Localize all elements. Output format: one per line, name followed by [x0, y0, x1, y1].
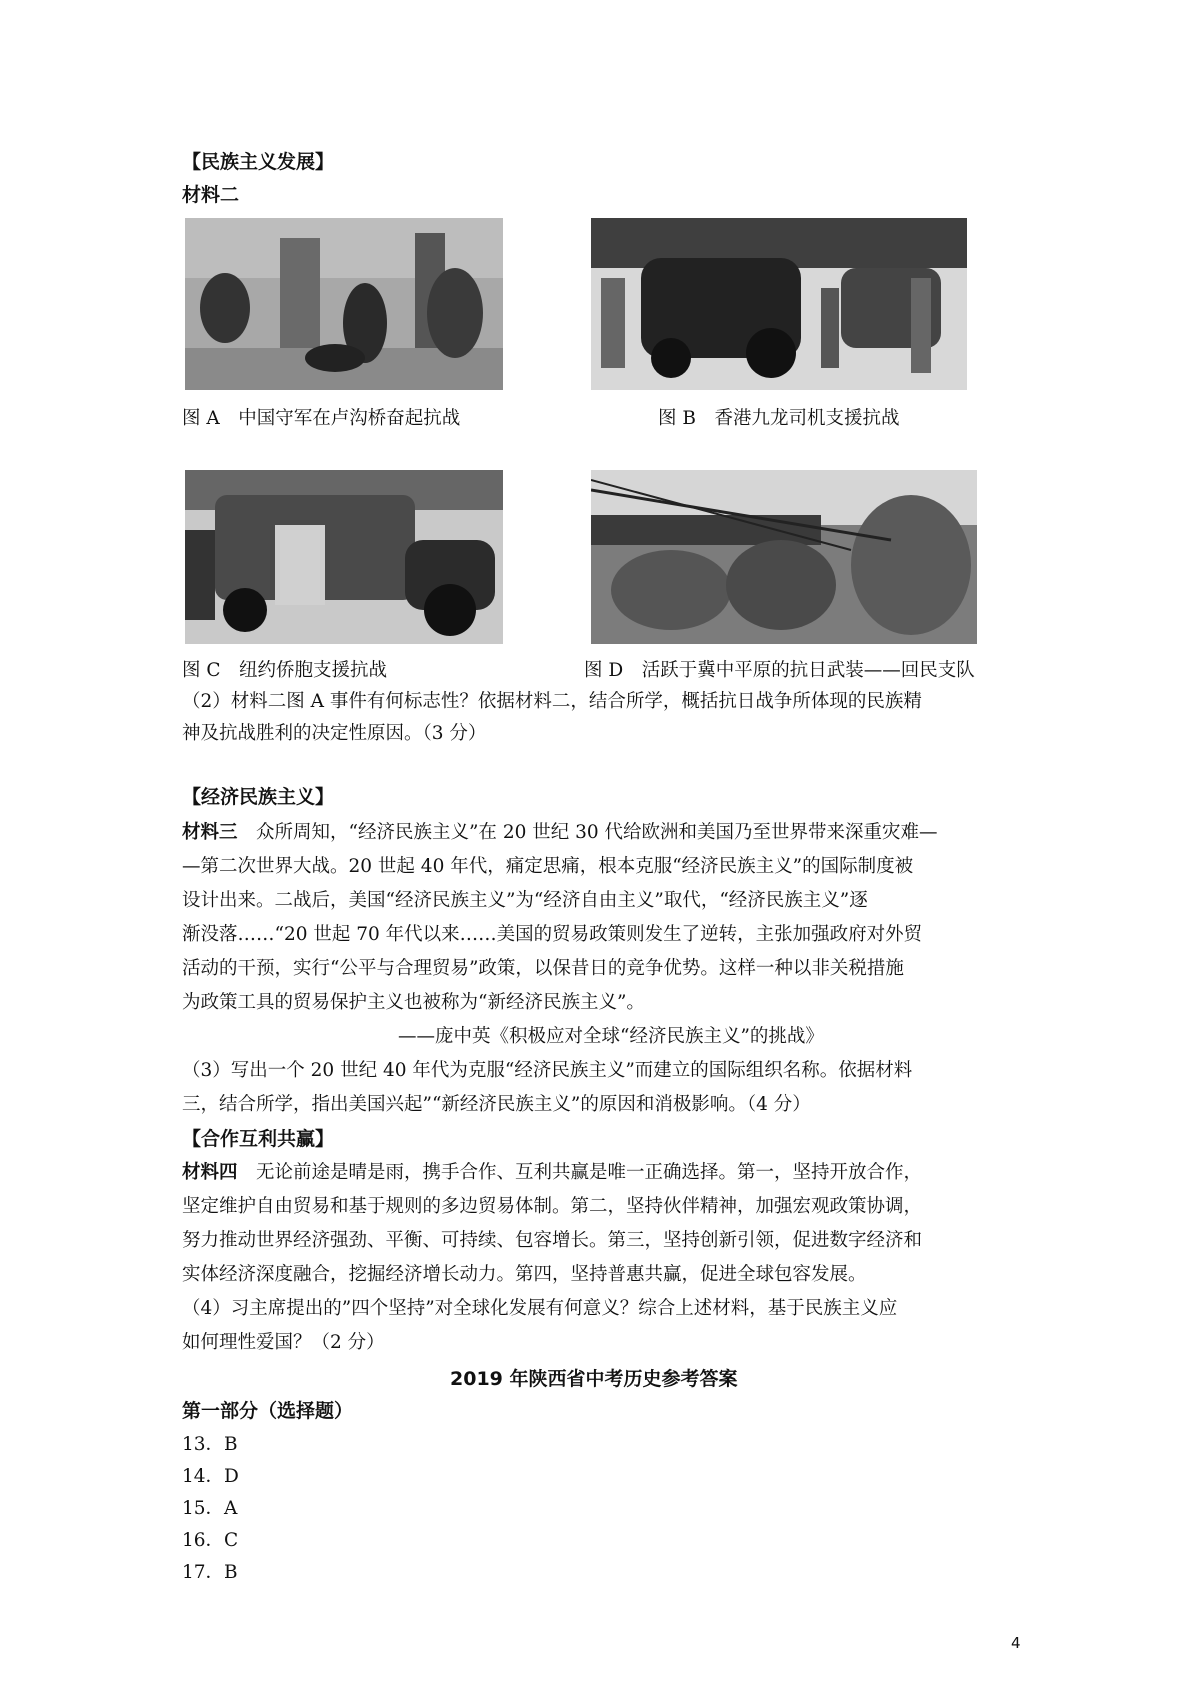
answers-part-1: 第一部分（选择题） — [182, 1400, 354, 1422]
section-heading-economic-nationalism: 【经济民族主义】 — [182, 786, 335, 808]
material-3-line-5: 活动的干预，实行“公平与合理贸易”政策，以保昔日的竞争优势。这样一种以非关税措施 — [182, 958, 904, 979]
material-4-line-3: 努力推动世界经济强劲、平衡、可持续、包容增长。第三，坚持创新引领，促进数字经济和 — [182, 1230, 923, 1251]
material-3-line-3: 设计出来。二战后，美国“经济民族主义”为“经济自由主义”取代，“经济民族主义”逐 — [182, 890, 868, 911]
material-3-line-2: —第二次世界大战。20 世起 40 年代，痛定思痛，根本克服“经济民族主义”的国际制度被 — [182, 856, 914, 877]
material-3-line-6: 为政策工具的贸易保护主义也被称为“新经济民族主义”。 — [182, 992, 645, 1013]
photo-b-caption: 图 B 香港九龙司机支援抗战 — [658, 408, 900, 429]
material-4-line-2: 坚定维护自由贸易和基于规则的多边贸易体制。第二，坚持伙伴精神，加强宏观政策协调， — [182, 1196, 923, 1217]
material-label: 材料二 — [182, 184, 240, 206]
section-heading-nationalism: 【民族主义发展】 — [182, 151, 335, 173]
question-3-line-1: （3）写出一个 20 世纪 40 年代为克服“经济民族主义”而建立的国际组织名称。依据材料 — [182, 1060, 913, 1081]
question-2-line-2: 神及抗战胜利的决定性原因。（3 分） — [182, 723, 487, 744]
answer-item: 14．D — [182, 1466, 239, 1487]
question-4-line-2: 如何理性爱国？（2 分） — [182, 1332, 385, 1353]
answer-item: 15．A — [182, 1498, 238, 1519]
page-number: 4 — [1011, 1634, 1021, 1652]
question-3-line-2: 三，结合所学，指出美国兴起”“新经济民族主义”的原因和消极影响。（4 分） — [182, 1094, 811, 1115]
material-3-line-1: 材料三 众所周知，“经济民族主义”在 20 世纪 30 代给欧洲和美国乃至世界带来深重灾难— — [182, 822, 938, 843]
question-2-line-1: （2）材料二图 A 事件有何标志性？依据材料二，结合所学，概括抗日战争所体现的民族精 — [182, 691, 922, 712]
material-3-source: ——庞中英《积极应对全球“经济民族主义”的挑战》 — [398, 1026, 824, 1047]
material-4-line-1: 材料四 无论前途是晴是雨，携手合作、互利共赢是唯一正确选择。第一，坚持开放合作， — [182, 1162, 923, 1183]
answer-item: 16．C — [182, 1530, 239, 1551]
photo-d-caption: 图 D 活跃于冀中平原的抗日武装——回民支队 — [584, 660, 975, 681]
material-3-label: 材料三 — [182, 822, 238, 843]
question-4-line-1: （4）习主席提出的”四个坚持”对全球化发展有何意义？综合上述材料，基于民族主义应 — [182, 1298, 898, 1319]
photo-a — [185, 218, 503, 390]
photo-b — [591, 218, 967, 390]
section-heading-cooperation: 【合作互利共赢】 — [182, 1128, 335, 1150]
answers-title: 2019 年陕西省中考历史参考答案 — [450, 1368, 738, 1390]
answer-item: 13．B — [182, 1434, 238, 1455]
photo-c-caption: 图 C 纽约侨胞支援抗战 — [182, 660, 388, 681]
photo-d — [591, 470, 977, 644]
photo-c — [185, 470, 503, 644]
photo-a-caption: 图 A 中国守军在卢沟桥奋起抗战 — [182, 408, 461, 429]
material-3-line-4: 渐没落……“20 世起 70 年代以来……美国的贸易政策则发生了逆转，主张加强政府对外贸 — [182, 924, 923, 945]
material-4-line-4: 实体经济深度融合，挖掘经济增长动力。第四，坚持普惠共赢，促进全球包容发展。 — [182, 1264, 867, 1285]
answer-item: 17．B — [182, 1562, 238, 1583]
material-4-label: 材料四 — [182, 1162, 238, 1183]
